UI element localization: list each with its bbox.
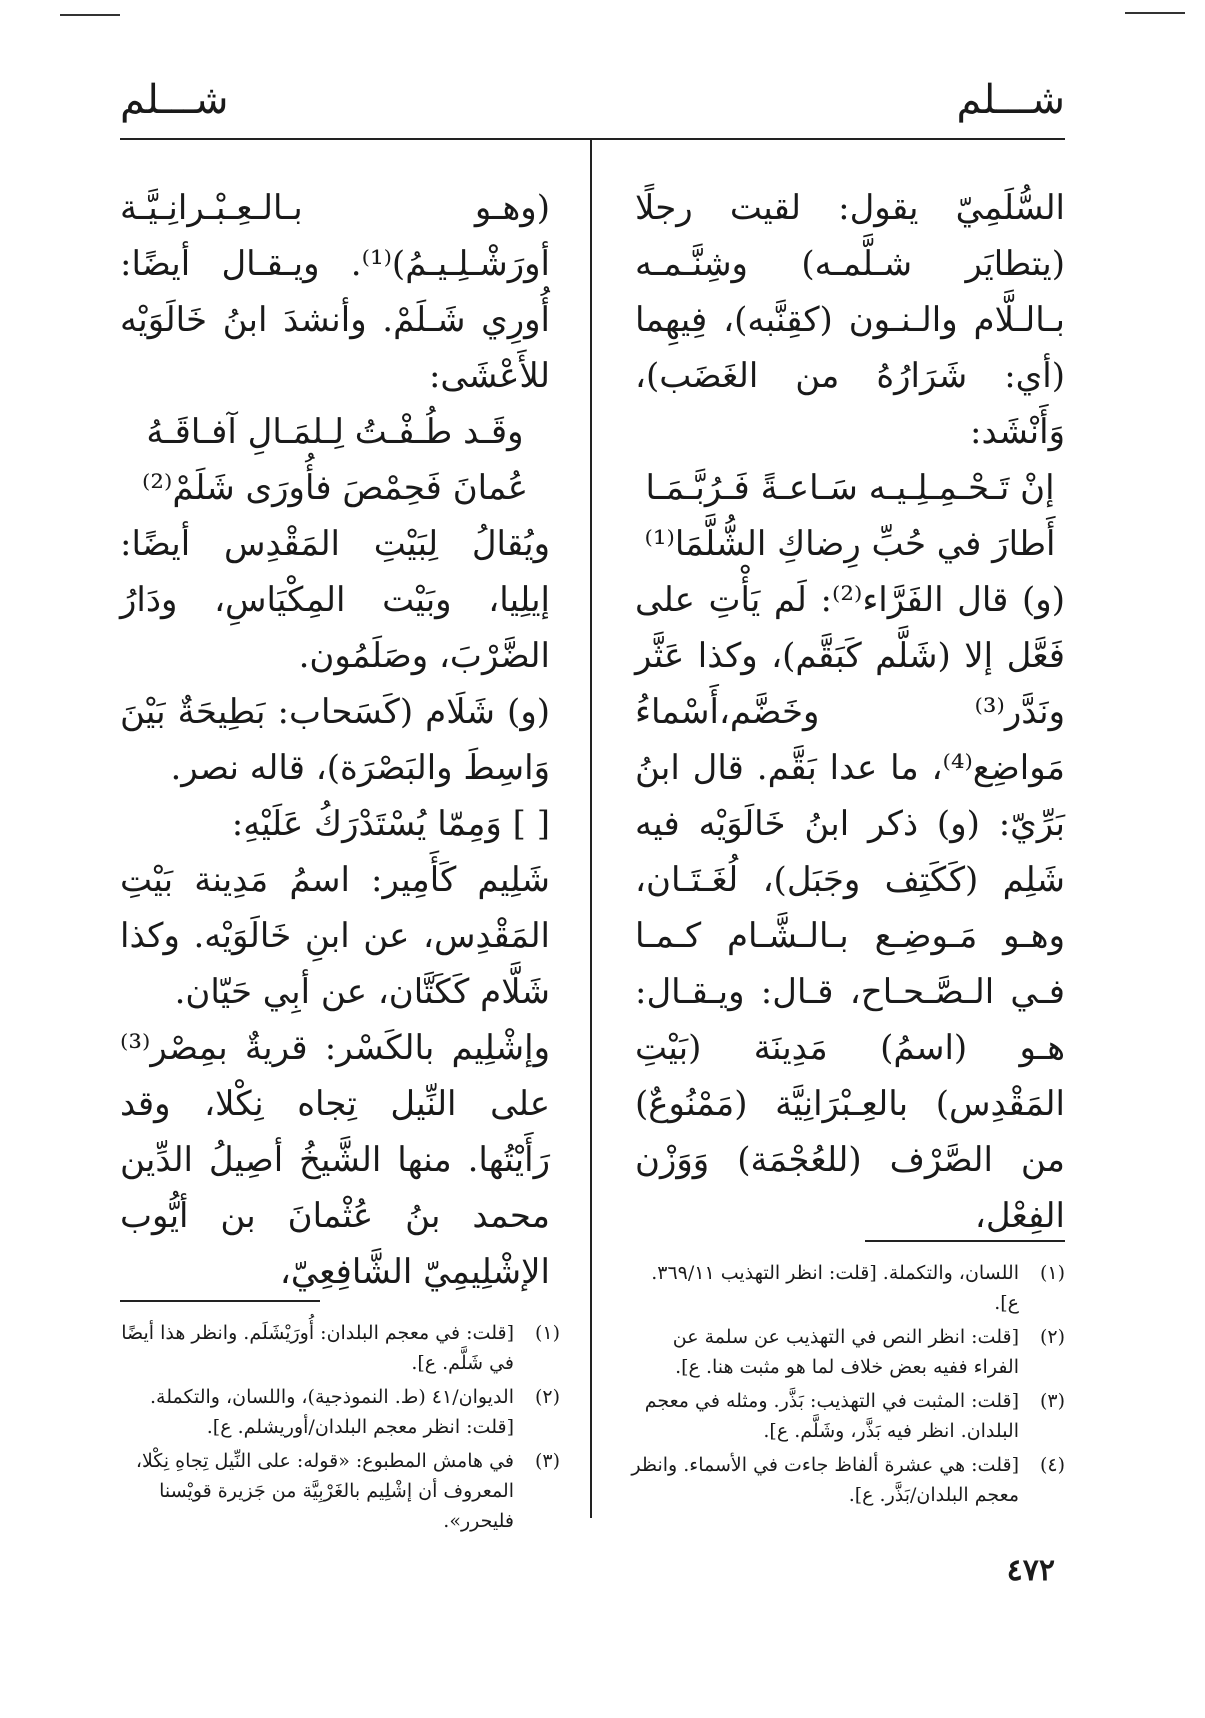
- verse-line: أَطارَ في حُبِّ رِضاكِ الشُّلَّمَا⁽¹⁾: [644, 524, 1056, 564]
- footnote: [625, 1386, 1065, 1446]
- footnote-number: (٣): [534, 1450, 560, 1472]
- column-divider: [590, 140, 592, 1518]
- left-column: [120, 180, 550, 1300]
- footnote-text: [قلت: هي عشرة ألفاظ جاءت في الأسماء. وانظر معجم البلدان/بَذَّر. ع].: [631, 1454, 1019, 1506]
- footnote: [625, 1258, 1065, 1318]
- footnote-text: الديوان/٤١ (ط. النموذجية)، واللسان، والتكملة. [قلت: انظر معجم البلدان/أوريشلم. ع].: [150, 1386, 514, 1438]
- entry-paragraph: (و) قال الفَرَّاء⁽²⁾: لَم يَأْتِ على فَعَّل إلا (شَلَّم كَبَقَّم)، وكذا عَثَّر ونَدَّر⁽³⁾ وخَضَّم،أَسْماءُ مَواضِع⁽⁴⁾، ما عدا بَقَّم. قال ابنُ بَرِّيّ: (و) ذكر ابنُ خَالَوَيْه فيه شَلِم (كَكَتِف وجَبَل)، لُغَـتَـان، وهـو مَـوضِـع بـالـشَّـام كـمـا فـي الـصَّـحـاح، قـال: ويـقـال: هـو (اسمُ) مَدِينَة (بَيْتِ المَقْدِس) بالعِـبْرَانِيَّة (مَمْنُوعٌ) من الصَّرْف (للعُجْمَة) وَوَزْن الفِعْل،: [635, 580, 1065, 1236]
- footnote-rule: [865, 1240, 1065, 1242]
- entry-paragraph: (و) شَلَام (كَسَحاب: بَطِيحَةٌ بَيْنَ وَاسِطَ والبَصْرَة)، قاله نصر.: [120, 692, 550, 788]
- running-head-left: شـــلم: [120, 77, 229, 123]
- footnote: [625, 1322, 1065, 1382]
- footnotes-right: [625, 1240, 1065, 1514]
- footnotes-left: [120, 1300, 560, 1540]
- entry-paragraph: [ ] وَمِمّا يُسْتَدْرَكُ عَلَيْهِ:: [231, 804, 550, 844]
- verse-line: عُمانَ فَحِمْصَ فأُورَى شَلَمْ⁽²⁾: [142, 468, 528, 508]
- footnote: [120, 1446, 560, 1536]
- top-edge-mark: [60, 14, 120, 16]
- entry-paragraph: ويُقالُ لِبَيْتِ المَقْدِس أيضًا: إيلِيا، وبَيْت المِكْيَاسِ، ودَارُ الضَّرْبَ، وصَلَمُون.: [120, 524, 550, 676]
- header-rule: [120, 138, 1065, 140]
- top-edge-mark: [1125, 12, 1185, 14]
- footnote-number: (٣): [1039, 1390, 1065, 1412]
- footnote: [120, 1318, 560, 1378]
- running-head-right: شـــلم: [956, 77, 1065, 123]
- entry-paragraph: السُّلَمِيّ يقول: لقيت رجلًا (يتطايَر شـلَّمـه) وشِنَّـمـه بـالـلَّام والـنـون (كقِنَّبه)، فِيهِما (أي: شَرَارُهُ من الغَضَب)، وَأَنْشَد:: [635, 188, 1065, 452]
- footnote-number: (٢): [1039, 1326, 1065, 1348]
- footnote-text: [قلت: في معجم البلدان: أُورَيْشَلَم. وانظر هذا أيضًا في شَلَّم. ع].: [121, 1322, 514, 1374]
- footnote-number: (١): [534, 1322, 560, 1344]
- verse-line: وقَـد طُـفْـتُ لِـلمَـالِ آفـاقَـهُ: [146, 412, 524, 452]
- verse-line: إنْ تَـحْـمِـلِـيـه سَـاعـةً فَـرُبَّـمَـا: [645, 468, 1055, 508]
- footnote-text: [قلت: المثبت في التهذيب: بَذَّر. ومثله في معجم البلدان. انظر فيه بَذَّر، وشَلَّم. ع].: [644, 1390, 1019, 1442]
- footnote-text: [قلت: انظر النص في التهذيب عن سلمة عن الفراء ففيه بعض خلاف لما هو مثبت هنا. ع].: [672, 1326, 1019, 1378]
- entry-paragraph: وإشْلِيم بالكَسْر: قريةٌ بمِصْر⁽³⁾ على النِّيل تِجاه نِكْلا، وقد رَأَيْتُها. منها الشَّيخُ أصِيلُ الدِّين محمد بنُ عُثْمانَ بن أيُّوب الإشْلِيمِيّ الشَّافِعِيّ،: [120, 1028, 550, 1292]
- entry-paragraph: (وهـو بـالـعِـبْـرانِـيَّـة أورَشْـلِـيـمُ)⁽¹⁾. ويـقـال أيضًا: أُورِي شَـلَمْ. وأنشدَ ابنُ خَالَوَيْه للأَعْشَى:: [120, 188, 550, 396]
- footnote-number: (١): [1039, 1262, 1065, 1284]
- footnote-text: في هامش المطبوع: «قوله: على النِّيل تِجاهِ نِكْلا، المعروف أن إشْلِيم بالغَرْبِيَّة من جَزيرة قويْسنا فليحرر».: [135, 1450, 514, 1532]
- footnote-number: (٢): [534, 1386, 560, 1408]
- footnote-text: اللسان، والتكملة. [قلت: انظر التهذيب ٣٦٩/١١. ع].: [651, 1262, 1019, 1314]
- footnote-number: (٤): [1039, 1454, 1065, 1476]
- footnote-rule: [120, 1300, 320, 1302]
- footnote: [120, 1382, 560, 1442]
- right-column: [635, 180, 1065, 1244]
- page-number: ٤٧٢: [1006, 1553, 1055, 1588]
- entry-paragraph: شَلِيم كَأَمِير: اسمُ مَدِينة بَيْتِ المَقْدِس، عن ابنِ خَالَوَيْه. وكذا شَلَّام كَكَتَّان، عن أبِي حَيّان.: [120, 860, 550, 1012]
- footnote: [625, 1450, 1065, 1510]
